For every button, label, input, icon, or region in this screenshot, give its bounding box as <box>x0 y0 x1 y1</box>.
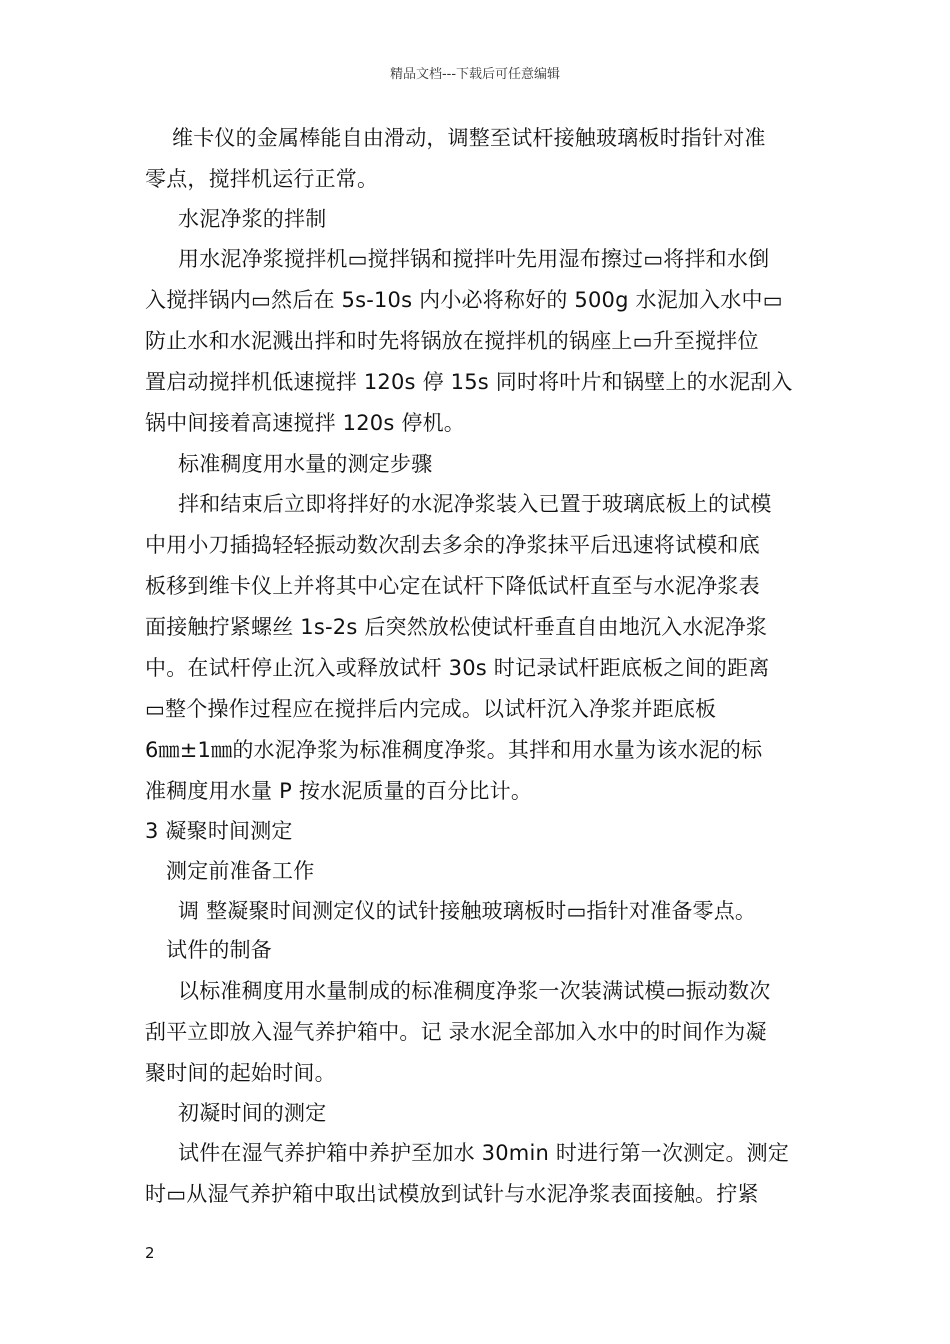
section-heading: 3 凝聚时间测定 <box>145 819 293 843</box>
section-heading: 标准稠度用水量的测定步骤 <box>178 452 433 476</box>
text-line: 锅中间接着高速搅拌 120s 停机。 <box>145 411 465 435</box>
text-line: 以标准稠度用水量制成的标准稠度净浆一次装满试模▭振动数次 <box>178 979 771 1003</box>
text-line: 聚时间的起始时间。 <box>145 1061 336 1085</box>
page-header: 精品文档---下载后可任意编辑 <box>389 67 561 82</box>
text-line: 时▭从湿气养护箱中取出试模放到试针与水泥净浆表面接触。拧紧 <box>145 1182 759 1206</box>
page-number: 2 <box>145 1244 155 1262</box>
text-line: 用水泥净浆搅拌机▭搅拌锅和搅拌叶先用湿布擦过▭将拌和水倒 <box>178 247 770 271</box>
section-heading: 水泥净浆的拌制 <box>178 207 327 231</box>
text-line: 置启动搅拌机低速搅拌 120s 停 15s 同时将叶片和锅壁上的水泥刮入 <box>145 370 793 394</box>
section-heading: 测定前准备工作 <box>166 859 315 883</box>
text-line: 零点，搅拌机运行正常。 <box>145 167 379 191</box>
section-heading: 试件的制备 <box>166 938 272 962</box>
text-line: 防止水和水泥溅出拌和时先将锅放在搅拌机的锅座上▭升至搅拌位 <box>145 329 759 353</box>
text-line: 中用小刀插捣轻轻振动数次刮去多余的净浆抹平后迅速将试模和底 <box>145 533 760 557</box>
text-line: ▭整个操作过程应在搅拌后内完成。以试杆沉入净浆并距底板 <box>145 697 717 721</box>
text-line: 刮平立即放入湿气养护箱中。记 录水泥全部加入水中的时间作为凝 <box>145 1020 767 1044</box>
text-line: 入搅拌锅内▭然后在 5s-10s 内小必将称好的 500g 水泥加入水中▭ <box>145 288 783 312</box>
text-line: 调 整凝聚时间测定仪的试针接触玻璃板时▭指针对准备零点。 <box>178 899 757 923</box>
text-line: 面接触拧紧螺丝 1s-2s 后突然放松使试杆垂直自由地沉入水泥净浆 <box>145 615 768 639</box>
text-line: 拌和结束后立即将拌好的水泥净浆装入已置于玻璃底板上的试模 <box>178 492 772 516</box>
text-line: 中。在试杆停止沉入或释放试杆 30s 时记录试杆距底板之间的距离 <box>145 656 770 680</box>
text-line: 6㎜±1㎜的水泥净浆为标准稠度净浆。其拌和用水量为该水泥的标 <box>145 738 763 762</box>
text-line: 板移到维卡仪上并将其中心定在试杆下降低试杆直至与水泥净浆表 <box>145 574 760 598</box>
text-line: 试件在湿气养护箱中养护至加水 30min 时进行第一次测定。测定 <box>178 1141 790 1165</box>
text-line: 准稠度用水量 P 按水泥质量的百分比计。 <box>145 779 533 803</box>
section-heading: 初凝时间的测定 <box>178 1101 327 1125</box>
text-line: 维卡仪的金属棒能自由滑动，调整至试杆接触玻璃板时指针对准 <box>172 126 766 150</box>
